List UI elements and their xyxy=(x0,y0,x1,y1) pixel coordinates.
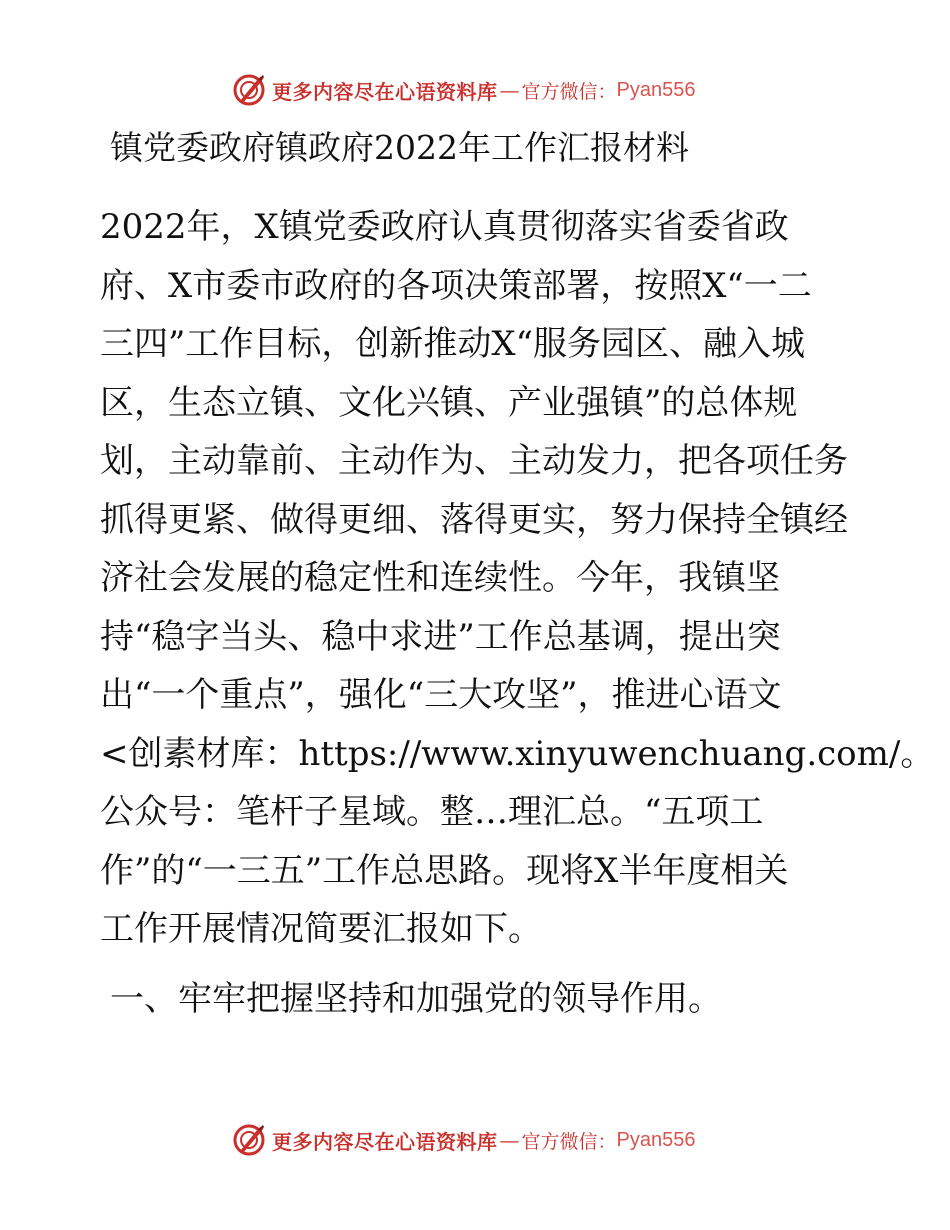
footer-watermark-banner xyxy=(232,1120,752,1160)
quill-pen-logo-icon xyxy=(232,1123,266,1157)
quill-pen-logo-icon xyxy=(232,73,266,107)
paragraph-line: 三四”工作目标，创新推动X“服务园区、融入城 xyxy=(100,324,805,364)
banner-wechat-id: Pyan556 xyxy=(616,78,696,101)
section-heading: 一、牢牢把握坚持和加强党的领导作用。 xyxy=(110,979,722,1019)
paragraph-line: 持“稳字当头、稳中求进”工作总基调，提出突 xyxy=(100,616,781,657)
body-paragraph xyxy=(100,198,935,959)
banner-official-label: 官方微信： xyxy=(521,1130,617,1153)
paragraph-line: 区，生态立镇、文化兴镇、产业强镇”的总体规 xyxy=(100,382,798,423)
paragraph-line: 工作开展情况简要汇报如下。 xyxy=(100,909,542,949)
banner-brand-text: 更多内容尽在心语资料库 xyxy=(272,79,498,104)
paragraph-line: 济社会发展的稳定性和连续性。今年，我镇坚 xyxy=(100,558,780,598)
banner-brand-text: 更多内容尽在心语资料库 xyxy=(272,1129,498,1154)
banner-separator: — xyxy=(499,78,520,102)
paragraph-line: 府、X市委市政府的各项决策部署，按照X“一二 xyxy=(100,265,812,306)
paragraph-line: 作”的“一三五”工作总思路。现将X半年度相关 xyxy=(100,850,789,891)
banner-wechat-id: Pyan556 xyxy=(616,1128,696,1151)
paragraph-line: 出“一个重点”，强化“三大攻坚”，推进心语文 xyxy=(100,675,782,715)
paragraph-line: 2022年，X镇党委政府认真贯彻落实省委省政 xyxy=(100,207,789,247)
paragraph-line: 划，主动靠前、主动作为、主动发力，把各项任务 xyxy=(100,441,848,481)
banner-official-label: 官方微信： xyxy=(521,80,617,103)
paragraph-line: 抓得更紧、做得更细、落得更实，努力保持全镇经 xyxy=(100,499,848,540)
header-watermark-banner xyxy=(232,70,752,110)
document-title: 镇党委政府镇政府2022年工作汇报材料 xyxy=(110,128,689,167)
paragraph-line: 公众号：笔杆子星域。整…理汇总。“五项工 xyxy=(100,792,764,832)
banner-separator: — xyxy=(499,1128,520,1152)
paragraph-line: <创素材库：https://www.xinyuwenchuang.com/。 xyxy=(100,733,935,774)
